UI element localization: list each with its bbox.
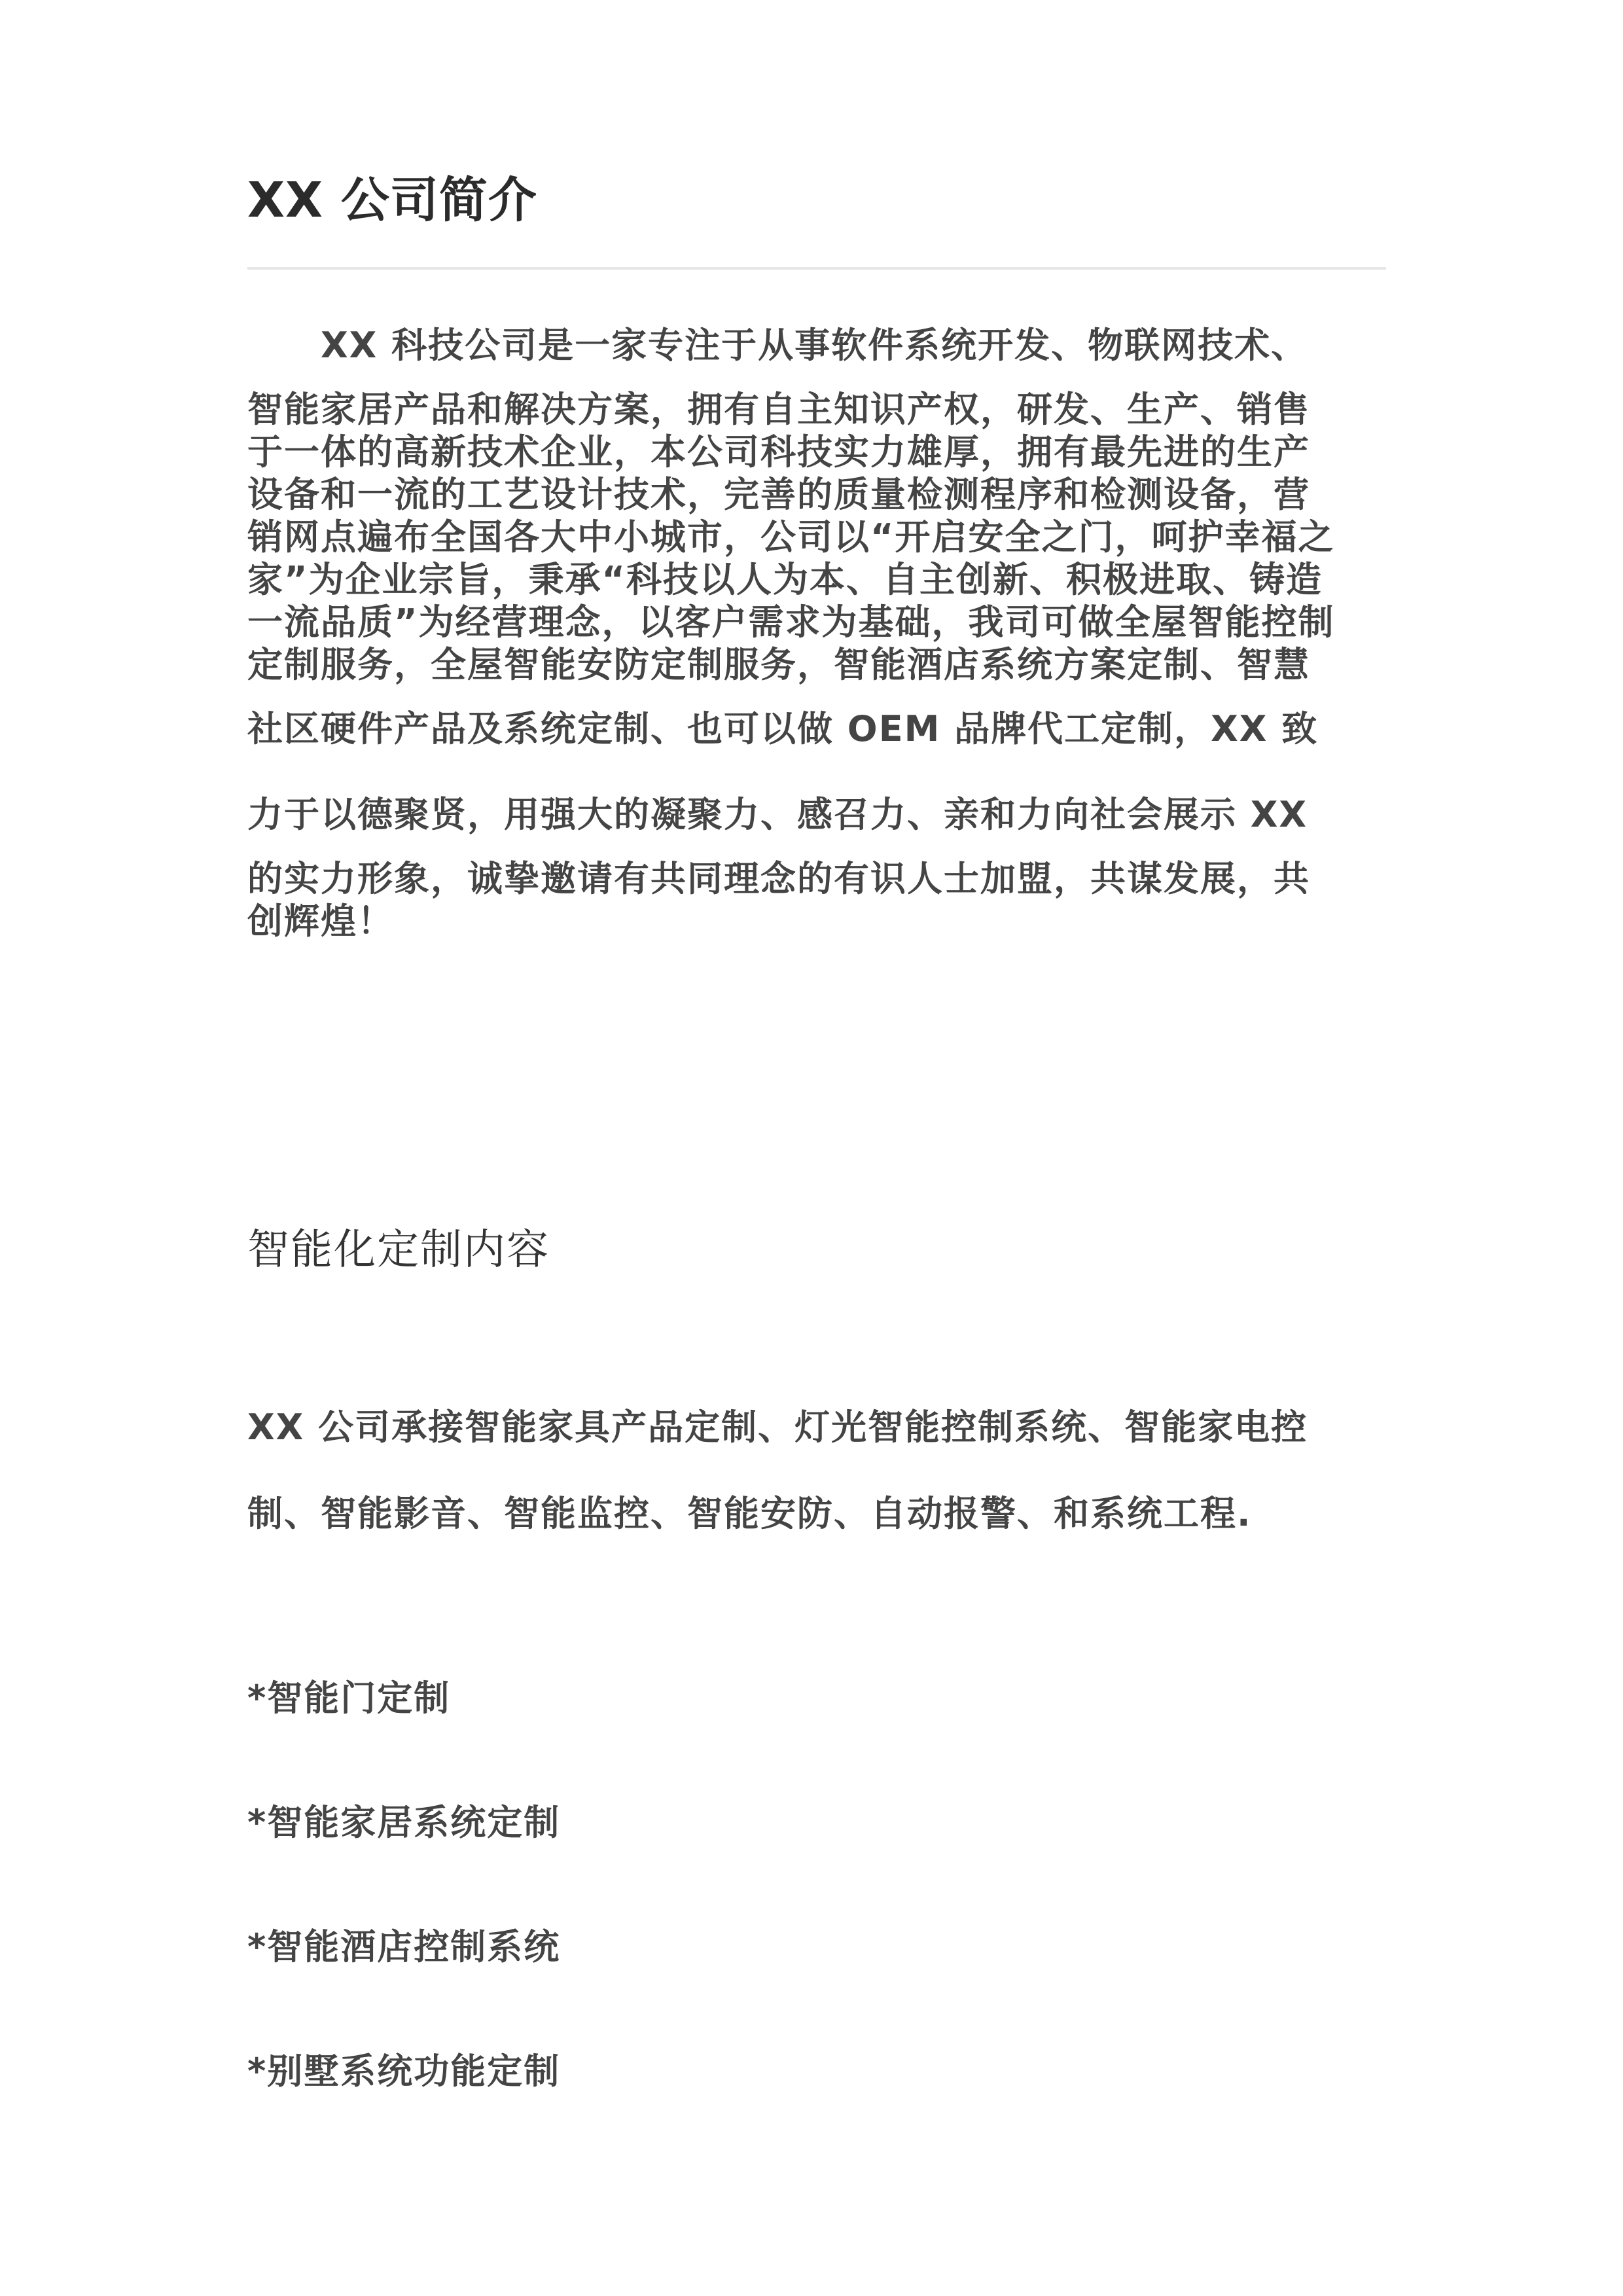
section-line: 制、智能影音、智能监控、智能安防、自动报警、和系统工程. — [247, 1493, 1252, 1534]
intro-line: 销网点遍布全国各大中小城市，公司以“开启安全之门，呵护幸福之 — [247, 516, 1335, 558]
section-title: 智能化定制内容 — [247, 1226, 550, 1274]
intro-line: 一流品质”为经营理念，以客户需求为基础，我司可做全屋智能控制 — [247, 601, 1335, 643]
list-item: *智能门定制 — [247, 1677, 451, 1719]
intro-line: 家”为企业宗旨，秉承“科技以人为本、自主创新、积极进取、铸造 — [247, 559, 1323, 600]
intro-line: 创辉煌！ — [247, 901, 394, 942]
section-paragraph — [247, 1384, 1386, 1557]
intro-line: 设备和一流的工艺设计技术，完善的质量检测程序和检测设备，营 — [247, 474, 1310, 515]
intro-line: XX 科技公司是一家专注于从事软件系统开发、物联网技术、 — [247, 325, 1308, 366]
section-line: XX 公司承接智能家具产品定制、灯光智能控制系统、智能家电控 — [247, 1407, 1308, 1448]
intro-line: 定制服务，全屋智能安防定制服务，智能酒店系统方案定制、智慧 — [247, 644, 1310, 685]
title-divider — [247, 267, 1386, 270]
intro-line: 力于以德聚贤，用强大的凝聚力、感召力、亲和力向社会展示 XX — [247, 794, 1308, 835]
intro-line: 智能家居产品和解决方案，拥有自主知识产权，研发、生产、销售 — [247, 389, 1310, 430]
list-item: *智能家居系统定制 — [247, 1802, 561, 1843]
customization-list — [247, 1676, 560, 2173]
intro-line: 于一体的高新技术企业，本公司科技实力雄厚，拥有最先进的生产 — [247, 431, 1310, 473]
list-item: *智能酒店控制系统 — [247, 1926, 561, 1967]
page-title: XX 公司简介 — [247, 172, 537, 228]
intro-line: 的实力形象，诚挚邀请有共同理念的有识人士加盟，共谋发展，共 — [247, 858, 1310, 899]
intro-paragraph — [247, 324, 1386, 942]
intro-line: 社区硬件产品及系统定制、也可以做 OEM 品牌代工定制，XX 致 — [247, 708, 1319, 749]
list-item: *别墅系统功能定制 — [247, 2051, 561, 2092]
